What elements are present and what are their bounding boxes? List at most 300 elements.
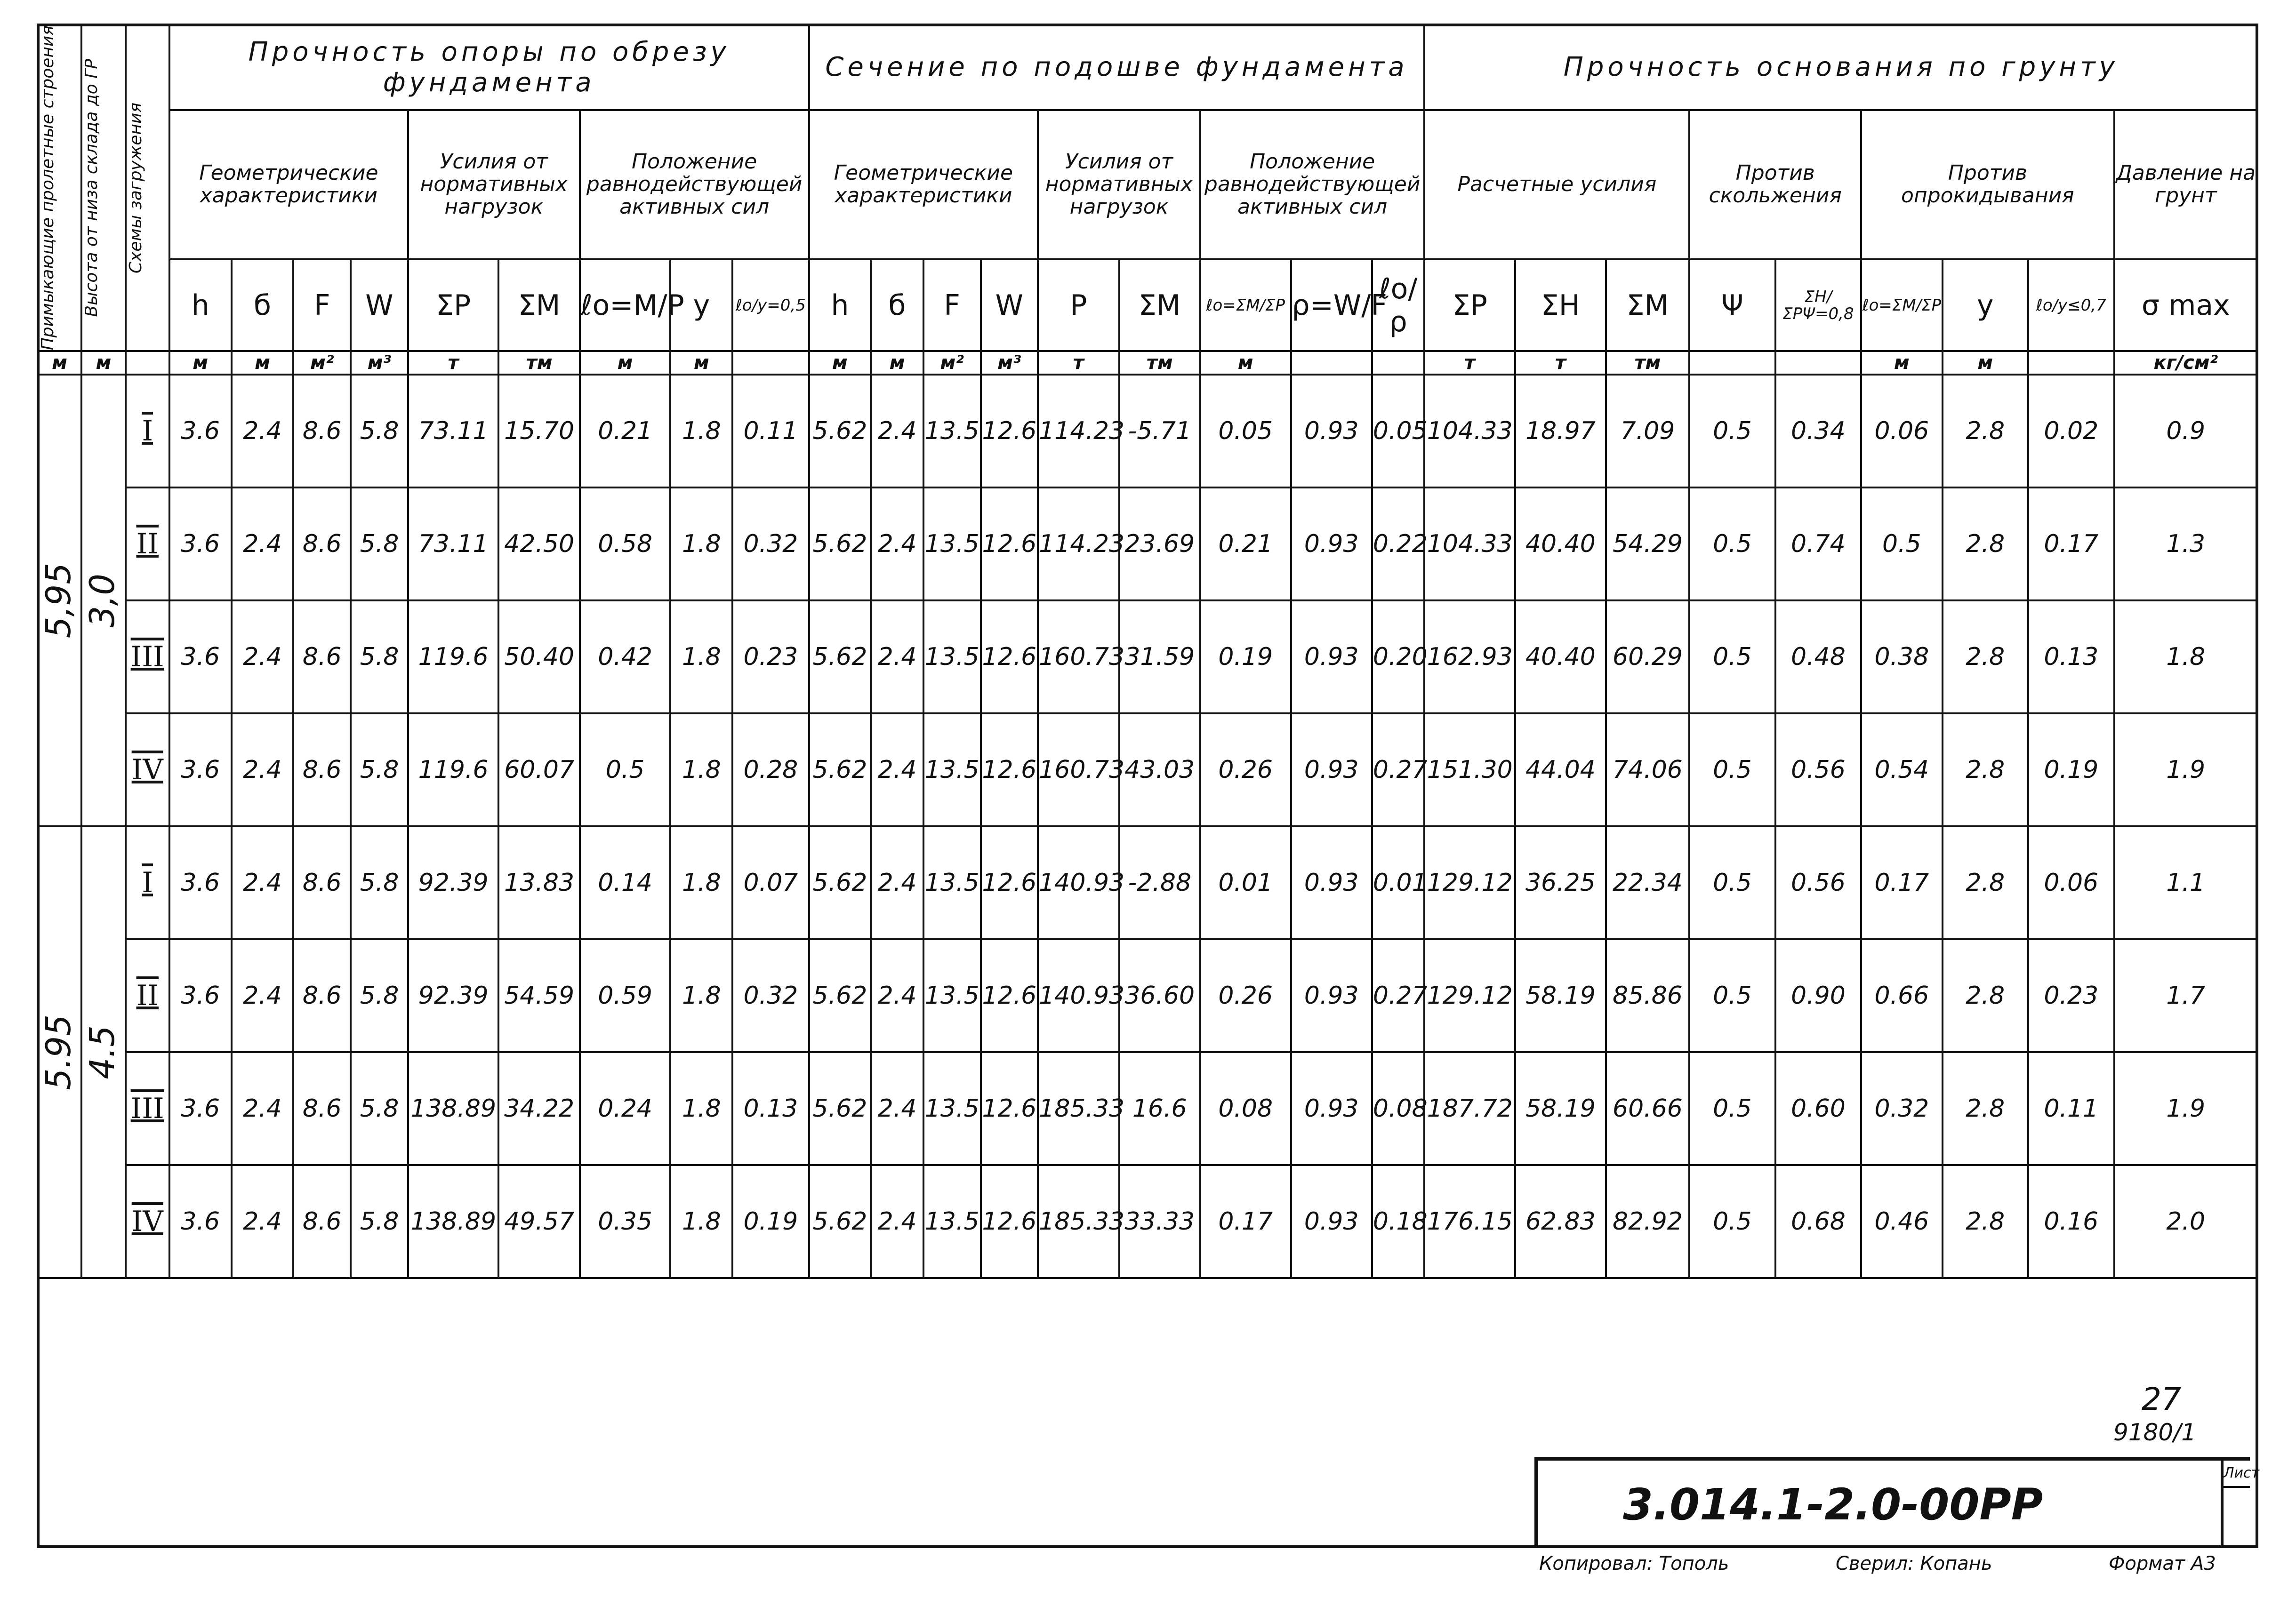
column-unit: м²	[923, 351, 981, 375]
column-unit	[126, 351, 169, 375]
value-cell: 0.42	[580, 600, 671, 713]
value-cell: 60.29	[1606, 600, 1689, 713]
column-symbol: ℓo=ΣM/ΣP	[1861, 259, 1942, 351]
value-cell: 1.8	[670, 713, 732, 826]
value-cell: 2.4	[871, 826, 923, 939]
value-cell: 12.6	[981, 487, 1038, 600]
value-cell: 5.62	[809, 375, 871, 487]
calculation-table	[37, 24, 2258, 1279]
value-cell: 5.62	[809, 1052, 871, 1165]
column-symbol: ℓo=ΣM/ΣP	[1200, 259, 1291, 351]
span-cell: 5,95	[38, 375, 81, 826]
column-symbol: ρ=W/F	[1291, 259, 1372, 351]
column-symbol: F	[923, 259, 981, 351]
value-cell: 119.6	[408, 600, 499, 713]
group-header-opora: Прочность опоры по обрезу фундамента	[169, 24, 809, 110]
value-cell: 160.73	[1038, 713, 1119, 826]
value-cell: 0.20	[1372, 600, 1425, 713]
column-symbol: ΣP	[1424, 259, 1515, 351]
column-unit: т	[1424, 351, 1515, 375]
value-cell: 60.07	[498, 713, 579, 826]
value-cell: 0.18	[1372, 1165, 1425, 1278]
column-symbol: y	[1943, 259, 2029, 351]
value-cell: 44.04	[1515, 713, 1606, 826]
column-unit: м	[232, 351, 294, 375]
subheader-design-forces: Расчетные усилия	[1424, 110, 1689, 259]
value-cell: 0.05	[1372, 375, 1425, 487]
value-cell: 58.19	[1515, 1052, 1606, 1165]
span-cell: 5.95	[38, 826, 81, 1278]
value-cell: 0.14	[580, 826, 671, 939]
value-cell: 2.8	[1943, 826, 2029, 939]
value-cell: 2.4	[232, 600, 294, 713]
column-unit: м	[1200, 351, 1291, 375]
value-cell: 1.8	[670, 1165, 732, 1278]
value-cell: 0.5	[1689, 487, 1775, 600]
value-cell: 7.09	[1606, 375, 1689, 487]
group-header-podoshva: Сечение по подошве фундамента	[809, 24, 1425, 110]
value-cell: 0.93	[1291, 1052, 1372, 1165]
document-code: 3.014.1-2.0-00PP	[1623, 1479, 2043, 1530]
column-unit: тм	[498, 351, 579, 375]
value-cell: 185.33	[1038, 1165, 1119, 1278]
subheader-position-1: Положение равнодействующей активных сил	[580, 110, 809, 259]
value-cell: 0.21	[1200, 487, 1291, 600]
value-cell: 1.8	[670, 1052, 732, 1165]
table-row	[38, 375, 2257, 487]
subheader-position-2: Положение равнодействующей активных сил	[1200, 110, 1425, 259]
value-cell: 54.59	[498, 939, 579, 1052]
value-cell: 3.6	[169, 487, 232, 600]
subheader-geometry-1: Геометрические характеристики	[169, 110, 408, 259]
value-cell: 8.6	[293, 826, 351, 939]
value-cell: 0.35	[580, 1165, 671, 1278]
column-unit: м	[670, 351, 732, 375]
value-cell: 13.5	[923, 600, 981, 713]
page-number: 27	[2142, 1381, 2181, 1417]
value-cell: 5.62	[809, 600, 871, 713]
column-symbol: ℓo/ρ	[1372, 259, 1425, 351]
value-cell: 3.6	[169, 1052, 232, 1165]
value-cell: 0.27	[1372, 713, 1425, 826]
value-cell: 5.62	[809, 713, 871, 826]
column-symbol: σ max	[2114, 259, 2257, 351]
sheet-cell	[2221, 1461, 2260, 1548]
value-cell: 5.62	[809, 939, 871, 1052]
value-cell: 13.5	[923, 939, 981, 1052]
scheme-cell: IV	[126, 1165, 169, 1278]
header-height: Высота от низа склада до ГР	[81, 24, 125, 351]
column-unit	[1372, 351, 1425, 375]
value-cell: 33.33	[1119, 1165, 1200, 1278]
value-cell: 12.6	[981, 600, 1038, 713]
value-cell: 119.6	[408, 713, 499, 826]
column-unit: тм	[1119, 351, 1200, 375]
value-cell: 0.32	[732, 487, 809, 600]
value-cell: 0.74	[1775, 487, 1862, 600]
subheader-overturning: Против опрокидывания	[1861, 110, 2114, 259]
column-symbol: y	[670, 259, 732, 351]
group-header-grunt: Прочность основания по грунту	[1424, 24, 2257, 110]
scheme-cell: I	[126, 375, 169, 487]
table-row	[38, 826, 2257, 939]
value-cell: 5.8	[351, 1052, 408, 1165]
column-symbol: h	[169, 259, 232, 351]
value-cell: 104.33	[1424, 375, 1515, 487]
value-cell: 2.8	[1943, 1052, 2029, 1165]
value-cell: 0.93	[1291, 375, 1372, 487]
value-cell: 22.34	[1606, 826, 1689, 939]
column-unit	[1291, 351, 1372, 375]
value-cell: 13.5	[923, 375, 981, 487]
subheader-geometry-2: Геометрические характеристики	[809, 110, 1038, 259]
value-cell: 0.11	[732, 375, 809, 487]
value-cell: 54.29	[1606, 487, 1689, 600]
value-cell: 0.66	[1861, 939, 1942, 1052]
subheader-forces-1: Усилия от нормативных нагрузок	[408, 110, 580, 259]
value-cell: 3.6	[169, 1165, 232, 1278]
column-unit: м	[38, 351, 81, 375]
value-cell: 0.5	[1689, 939, 1775, 1052]
value-cell: 0.60	[1775, 1052, 1862, 1165]
value-cell: 2.8	[1943, 600, 2029, 713]
value-cell: 2.4	[871, 600, 923, 713]
header-scheme: Схемы загружения	[126, 24, 169, 351]
value-cell: 36.25	[1515, 826, 1606, 939]
column-symbol: ΣM	[1119, 259, 1200, 351]
value-cell: 5.8	[351, 487, 408, 600]
subheader-pressure: Давление на грунт	[2114, 110, 2257, 259]
table-row	[38, 939, 2257, 1052]
value-cell: 1.8	[670, 600, 732, 713]
value-cell: 12.6	[981, 375, 1038, 487]
column-unit: м	[169, 351, 232, 375]
value-cell: 82.92	[1606, 1165, 1689, 1278]
value-cell: 50.40	[498, 600, 579, 713]
value-cell: -5.71	[1119, 375, 1200, 487]
table-row	[38, 487, 2257, 600]
scheme-cell: II	[126, 487, 169, 600]
value-cell: 31.59	[1119, 600, 1200, 713]
subheader-forces-2: Усилия от нормативных нагрузок	[1038, 110, 1200, 259]
value-cell: 2.4	[232, 487, 294, 600]
value-cell: 0.21	[580, 375, 671, 487]
value-cell: 1.8	[670, 375, 732, 487]
value-cell: 5.62	[809, 1165, 871, 1278]
value-cell: 1.9	[2114, 1052, 2257, 1165]
value-cell: 0.17	[2028, 487, 2114, 600]
value-cell: 5.8	[351, 826, 408, 939]
value-cell: 0.46	[1861, 1165, 1942, 1278]
value-cell: 0.5	[1689, 600, 1775, 713]
value-cell: 73.11	[408, 487, 499, 600]
value-cell: 0.93	[1291, 713, 1372, 826]
value-cell: 18.97	[1515, 375, 1606, 487]
value-cell: 187.72	[1424, 1052, 1515, 1165]
checked-by: Сверил: Копань	[1836, 1553, 1992, 1574]
column-unit: м	[809, 351, 871, 375]
value-cell: 2.4	[871, 1165, 923, 1278]
value-cell: -2.88	[1119, 826, 1200, 939]
column-unit	[2028, 351, 2114, 375]
value-cell: 0.22	[1372, 487, 1425, 600]
value-cell: 0.93	[1291, 600, 1372, 713]
value-cell: 40.40	[1515, 600, 1606, 713]
value-cell: 0.26	[1200, 713, 1291, 826]
column-symbol: P	[1038, 259, 1119, 351]
value-cell: 2.8	[1943, 1165, 2029, 1278]
value-cell: 0.59	[580, 939, 671, 1052]
value-cell: 0.13	[2028, 600, 2114, 713]
value-cell: 1.8	[670, 826, 732, 939]
value-cell: 2.4	[871, 939, 923, 1052]
value-cell: 2.8	[1943, 713, 2029, 826]
value-cell: 12.6	[981, 939, 1038, 1052]
value-cell: 0.11	[2028, 1052, 2114, 1165]
column-unit: м²	[293, 351, 351, 375]
column-unit: м³	[351, 351, 408, 375]
value-cell: 0.17	[1861, 826, 1942, 939]
value-cell: 0.24	[580, 1052, 671, 1165]
value-cell: 0.38	[1861, 600, 1942, 713]
value-cell: 114.23	[1038, 487, 1119, 600]
value-cell: 138.89	[408, 1052, 499, 1165]
column-symbol: W	[981, 259, 1038, 351]
value-cell: 1.7	[2114, 939, 2257, 1052]
value-cell: 0.5	[1689, 1165, 1775, 1278]
value-cell: 5.62	[809, 826, 871, 939]
value-cell: 140.93	[1038, 826, 1119, 939]
column-unit: м	[871, 351, 923, 375]
paper-format: Формат А3	[2109, 1553, 2216, 1574]
value-cell: 13.5	[923, 1052, 981, 1165]
value-cell: 0.32	[1861, 1052, 1942, 1165]
value-cell: 0.54	[1861, 713, 1942, 826]
value-cell: 85.86	[1606, 939, 1689, 1052]
value-cell: 16.6	[1119, 1052, 1200, 1165]
column-symbol: ℓo/y=0,5	[732, 259, 809, 351]
value-cell: 160.73	[1038, 600, 1119, 713]
value-cell: 0.07	[732, 826, 809, 939]
value-cell: 114.23	[1038, 375, 1119, 487]
value-cell: 62.83	[1515, 1165, 1606, 1278]
value-cell: 2.4	[232, 1165, 294, 1278]
column-unit: м	[580, 351, 671, 375]
value-cell: 1.8	[670, 939, 732, 1052]
column-unit	[732, 351, 809, 375]
column-unit: тм	[1606, 351, 1689, 375]
value-cell: 0.93	[1291, 826, 1372, 939]
value-cell: 104.33	[1424, 487, 1515, 600]
value-cell: 3.6	[169, 826, 232, 939]
value-cell: 1.1	[2114, 826, 2257, 939]
value-cell: 40.40	[1515, 487, 1606, 600]
value-cell: 0.23	[732, 600, 809, 713]
column-symbol: Ψ	[1689, 259, 1775, 351]
value-cell: 0.27	[1372, 939, 1425, 1052]
value-cell: 2.8	[1943, 487, 2029, 600]
value-cell: 3.6	[169, 375, 232, 487]
table-row	[38, 1052, 2257, 1165]
value-cell: 0.5	[1861, 487, 1942, 600]
column-symbol: ΣM	[1606, 259, 1689, 351]
sheet-label: Лист	[2224, 1461, 2250, 1488]
column-unit: т	[1515, 351, 1606, 375]
value-cell: 0.19	[2028, 713, 2114, 826]
subheader-sliding: Против скольжения	[1689, 110, 1861, 259]
value-cell: 2.4	[871, 1052, 923, 1165]
scheme-cell: III	[126, 1052, 169, 1165]
value-cell: 3.6	[169, 713, 232, 826]
value-cell: 8.6	[293, 1165, 351, 1278]
column-unit: м	[1943, 351, 2029, 375]
scheme-cell: I	[126, 826, 169, 939]
value-cell: 13.5	[923, 1165, 981, 1278]
value-cell: 0.19	[732, 1165, 809, 1278]
value-cell: 2.4	[871, 375, 923, 487]
scheme-cell: II	[126, 939, 169, 1052]
value-cell: 0.93	[1291, 487, 1372, 600]
column-symbol: б	[871, 259, 923, 351]
value-cell: 60.66	[1606, 1052, 1689, 1165]
value-cell: 13.83	[498, 826, 579, 939]
value-cell: 129.12	[1424, 939, 1515, 1052]
table-row	[38, 600, 2257, 713]
value-cell: 0.9	[2114, 375, 2257, 487]
scheme-cell: III	[126, 600, 169, 713]
column-symbol: ΣP	[408, 259, 499, 351]
value-cell: 0.5	[1689, 1052, 1775, 1165]
value-cell: 140.93	[1038, 939, 1119, 1052]
value-cell: 0.02	[2028, 375, 2114, 487]
value-cell: 2.4	[871, 713, 923, 826]
value-cell: 74.06	[1606, 713, 1689, 826]
value-cell: 92.39	[408, 939, 499, 1052]
value-cell: 1.9	[2114, 713, 2257, 826]
title-block	[1534, 1457, 2260, 1548]
value-cell: 0.93	[1291, 1165, 1372, 1278]
value-cell: 129.12	[1424, 826, 1515, 939]
value-cell: 185.33	[1038, 1052, 1119, 1165]
value-cell: 0.01	[1372, 826, 1425, 939]
value-cell: 12.6	[981, 1052, 1038, 1165]
value-cell: 0.5	[1689, 713, 1775, 826]
header-span: Примыкающие пролетные строения	[38, 24, 81, 351]
column-symbol: h	[809, 259, 871, 351]
height-cell: 3,0	[81, 375, 125, 826]
value-cell: 58.19	[1515, 939, 1606, 1052]
value-cell: 0.90	[1775, 939, 1862, 1052]
value-cell: 0.32	[732, 939, 809, 1052]
value-cell: 0.68	[1775, 1165, 1862, 1278]
column-unit	[1775, 351, 1862, 375]
value-cell: 0.06	[1861, 375, 1942, 487]
column-symbol: ΣH	[1515, 259, 1606, 351]
value-cell: 0.08	[1200, 1052, 1291, 1165]
value-cell: 138.89	[408, 1165, 499, 1278]
value-cell: 1.8	[670, 487, 732, 600]
value-cell: 42.50	[498, 487, 579, 600]
value-cell: 0.06	[2028, 826, 2114, 939]
value-cell: 2.8	[1943, 939, 2029, 1052]
value-cell: 3.6	[169, 600, 232, 713]
value-cell: 0.08	[1372, 1052, 1425, 1165]
value-cell: 12.6	[981, 826, 1038, 939]
value-cell: 162.93	[1424, 600, 1515, 713]
value-cell: 2.4	[232, 939, 294, 1052]
value-cell: 0.56	[1775, 826, 1862, 939]
value-cell: 1.3	[2114, 487, 2257, 600]
value-cell: 0.28	[732, 713, 809, 826]
value-cell: 0.17	[1200, 1165, 1291, 1278]
value-cell: 43.03	[1119, 713, 1200, 826]
value-cell: 34.22	[498, 1052, 579, 1165]
value-cell: 13.5	[923, 826, 981, 939]
column-symbol: ℓo=M/P	[580, 259, 671, 351]
column-unit: т	[408, 351, 499, 375]
value-cell: 0.48	[1775, 600, 1862, 713]
column-symbol: ΣM	[498, 259, 579, 351]
value-cell: 8.6	[293, 713, 351, 826]
value-cell: 0.34	[1775, 375, 1862, 487]
value-cell: 0.56	[1775, 713, 1862, 826]
value-cell: 2.4	[871, 487, 923, 600]
value-cell: 12.6	[981, 1165, 1038, 1278]
column-symbol: ΣH/ΣPΨ=0,8	[1775, 259, 1862, 351]
value-cell: 0.23	[2028, 939, 2114, 1052]
value-cell: 5.8	[351, 939, 408, 1052]
value-cell: 3.6	[169, 939, 232, 1052]
value-cell: 23.69	[1119, 487, 1200, 600]
value-cell: 49.57	[498, 1165, 579, 1278]
value-cell: 13.5	[923, 713, 981, 826]
height-cell: 4.5	[81, 826, 125, 1278]
value-cell: 15.70	[498, 375, 579, 487]
value-cell: 0.19	[1200, 600, 1291, 713]
column-unit: м	[81, 351, 125, 375]
value-cell: 12.6	[981, 713, 1038, 826]
column-symbol: W	[351, 259, 408, 351]
value-cell: 2.4	[232, 826, 294, 939]
column-symbol: ℓo/y≤0,7	[2028, 259, 2114, 351]
value-cell: 1.8	[2114, 600, 2257, 713]
value-cell: 0.26	[1200, 939, 1291, 1052]
value-cell: 73.11	[408, 375, 499, 487]
value-cell: 2.0	[2114, 1165, 2257, 1278]
value-cell: 8.6	[293, 487, 351, 600]
value-cell: 5.8	[351, 375, 408, 487]
value-cell: 5.62	[809, 487, 871, 600]
value-cell: 2.4	[232, 713, 294, 826]
copied-by: Копировал: Тополь	[1539, 1553, 1729, 1574]
value-cell: 0.01	[1200, 826, 1291, 939]
column-symbol: б	[232, 259, 294, 351]
value-cell: 2.8	[1943, 375, 2029, 487]
value-cell: 0.5	[1689, 826, 1775, 939]
column-unit: т	[1038, 351, 1119, 375]
table-row	[38, 713, 2257, 826]
value-cell: 0.13	[732, 1052, 809, 1165]
value-cell: 92.39	[408, 826, 499, 939]
value-cell: 0.5	[580, 713, 671, 826]
value-cell: 8.6	[293, 600, 351, 713]
value-cell: 5.8	[351, 600, 408, 713]
column-unit: м³	[981, 351, 1038, 375]
scheme-cell: IV	[126, 713, 169, 826]
value-cell: 0.5	[1689, 375, 1775, 487]
column-unit	[1689, 351, 1775, 375]
value-cell: 2.4	[232, 375, 294, 487]
